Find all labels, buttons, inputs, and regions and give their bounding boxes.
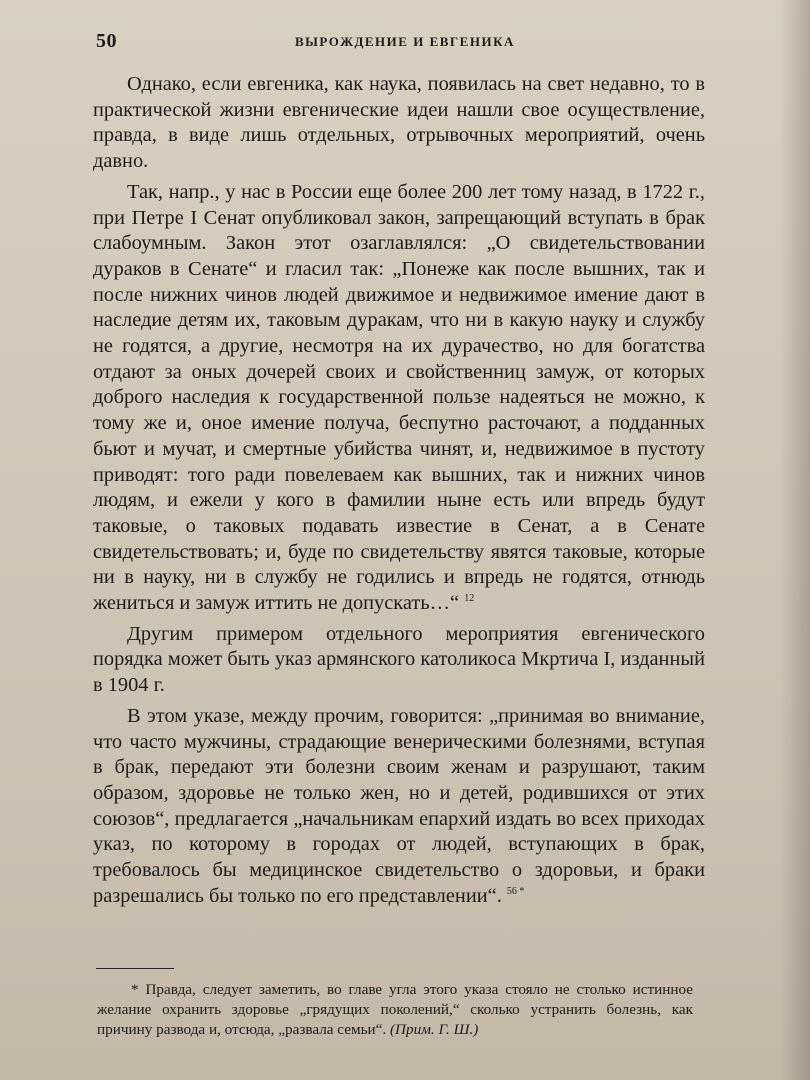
paragraph-text: Однако, если евгеника, как наука, появилась на свет недавно, то в практической жизни евгенические идеи нашли свое осуществление, правда, в виде лишь отдельных, отрывочных мероприятий, очень давно. [93,73,705,173]
paragraph-text: Так, напр., у нас в России еще более 200 лет тому назад, в 1722 г., при Петре I Сенат опубликовал закон, запрещающий вступать в брак слабоумным. Закон этот озаглавлялся: „О свидетельствовании дураков в Сенате“ и гласил так: „Понеже как после вышних, так и после нижних чинов людей движимое и недвижимое имение дают в наследие детям их, таковым дуракам, что ни в какую науку и службу не годятся, а другие, несмотря на их дурачество, но для богатства отдают за оных дочерей своих и свойственниц замуж, от которых доброго наследия к государственной пользе надеяться не можно, к тому же и, оное имение получа, беспутно расточают, а подданных бьют и мучат, и смертные убийства чинят, и, недвижимое в пустоту приводят: того ради повелеваем как вышних, так и нижних чинов людям, и ежели у кого в фамилии ныне есть или впредь будут таковые, о таковых подавать известие в Сенат, а в Сенате свидетельствовать; и, буде по свидетельству явятся таковые, которые ни в науку, ни в службу не годились и впредь не годятся, отнюдь жениться и замуж иттить не допускать…“ [93,180,705,615]
reference-number: 56 * [506,886,525,897]
paragraph [93,622,705,699]
footnote-marker: * [131,981,139,998]
reference-number: 12 [464,593,475,605]
paragraph [93,704,705,910]
footnote [97,980,693,1040]
footnote-text: Правда, следует заметить, во главе угла этого указа стояло не столько истинное желание охранить здоровье „грядущих поколений,“ сколько устранить болезнь, как причину развода и, отсюда, „развала семьи“. [97,981,694,1038]
body-text [93,72,705,910]
paragraph [93,72,705,175]
paragraph-text: Другим примером отдельного мероприятия евгенического порядка может быть указ армянского католикоса Мкртича I, изданный в 1904 г. [93,622,705,697]
footnote-attribution: (Прим. Г. Ш.) [389,1021,479,1038]
page-number: 50 [96,30,117,52]
footnote-divider [96,968,174,969]
paragraph [93,180,705,617]
page-edge-shadow [780,0,810,1080]
running-head: ВЫРОЖДЕНИЕ И ЕВГЕНИКА [295,34,515,49]
paragraph-text: В этом указе, между прочим, говорится: „принимая во внимание, что часто мужчины, страдающие венерическими болезнями, вступая в брак, передают эти болезни своим женам и разрушают, таким образом, здоровье не только жен, но и детей, родившихся от этих союзов“, предлагается „начальникам епархий издать во всех приходах указ, по которому в городах от людей, вступающих в брак, требовалось бы медицинское свидетельство о здоровьи, и браки разрешались бы только по его представлении“. [93,704,705,907]
